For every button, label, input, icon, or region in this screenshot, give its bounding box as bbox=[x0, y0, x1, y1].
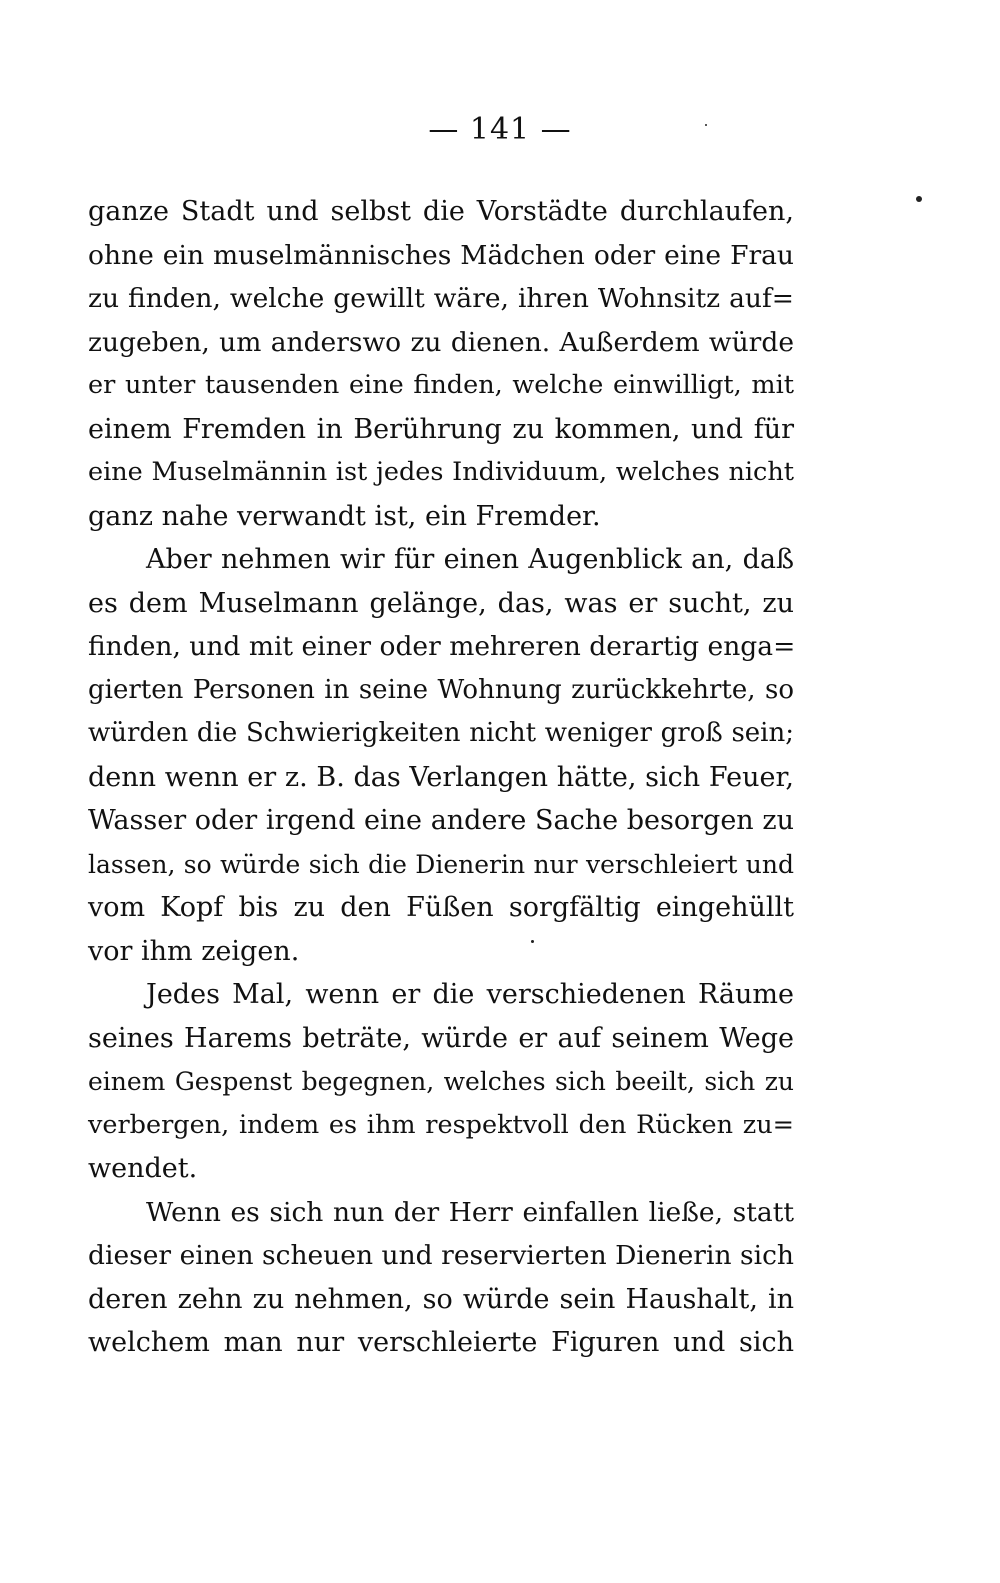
text-line: Wasser oder irgend eine andere Sache besorgen zu bbox=[88, 805, 794, 836]
text-line: gierten Personen in seine Wohnung zurückkehrte, so bbox=[88, 674, 794, 705]
print-speck bbox=[705, 124, 707, 126]
paragraph-first-line: Jedes Mal, wenn er die verschiedenen Räume bbox=[146, 979, 794, 1010]
text-line: deren zehn zu nehmen, so würde sein Haushalt, in bbox=[88, 1283, 794, 1315]
text-line: einem Fremden in Berührung zu kommen, und für bbox=[88, 413, 794, 445]
paragraph-first-line: Aber nehmen wir für einen Augenblick an, daß bbox=[146, 544, 794, 575]
text-line: dieser einen scheuen und reservierten Dienerin sich bbox=[88, 1240, 794, 1271]
page-number: — 141 — bbox=[428, 112, 572, 147]
text-line: seines Harems beträte, würde er auf seinem Wege bbox=[88, 1022, 794, 1054]
paragraph-first-line: Wenn es sich nun der Herr einfallen ließe, statt bbox=[146, 1196, 794, 1228]
text-line: zugeben, um anderswo zu dienen. Außerdem würde bbox=[88, 326, 794, 358]
text-line: eine Muselmännin ist jedes Individuum, welches nicht bbox=[88, 457, 794, 487]
text-line: finden, und mit einer oder mehreren derartig enga= bbox=[88, 631, 796, 662]
print-speck bbox=[916, 196, 922, 202]
body-text bbox=[88, 190, 794, 1365]
text-line: vom Kopf bis zu den Füßen sorgfältig eingehüllt bbox=[88, 892, 794, 923]
text-line: einem Gespenst begegnen, welches sich beeilt, sich zu bbox=[88, 1067, 794, 1096]
text-line: es dem Muselmann gelänge, das, was er sucht, zu bbox=[88, 587, 794, 619]
text-line: würden die Schwierigkeiten nicht weniger groß sein; bbox=[88, 718, 794, 748]
text-line: ganz nahe verwandt ist, ein Fremder. bbox=[88, 500, 601, 532]
print-speck bbox=[531, 940, 534, 943]
text-line: welchem man nur verschleierte Figuren und sich bbox=[88, 1327, 794, 1358]
text-line: wendet. bbox=[88, 1153, 198, 1184]
text-line: zu finden, welche gewillt wäre, ihren Wohnsitz auf= bbox=[88, 283, 794, 314]
text-line: ganze Stadt und selbst die Vorstädte durchlaufen, bbox=[88, 196, 794, 227]
text-line: denn wenn er z. B. das Verlangen hätte, sich Feuer, bbox=[88, 761, 794, 793]
text-line: ohne ein muselmännisches Mädchen oder eine Frau bbox=[88, 239, 794, 271]
text-line: er unter tausenden eine finden, welche einwilligt, mit bbox=[88, 370, 794, 400]
text-line: verbergen, indem es ihm respektvoll den Rücken zu= bbox=[88, 1109, 794, 1140]
text-line: vor ihm zeigen. bbox=[88, 935, 300, 967]
text-line: lassen, so würde sich die Dienerin nur verschleiert und bbox=[88, 849, 794, 879]
